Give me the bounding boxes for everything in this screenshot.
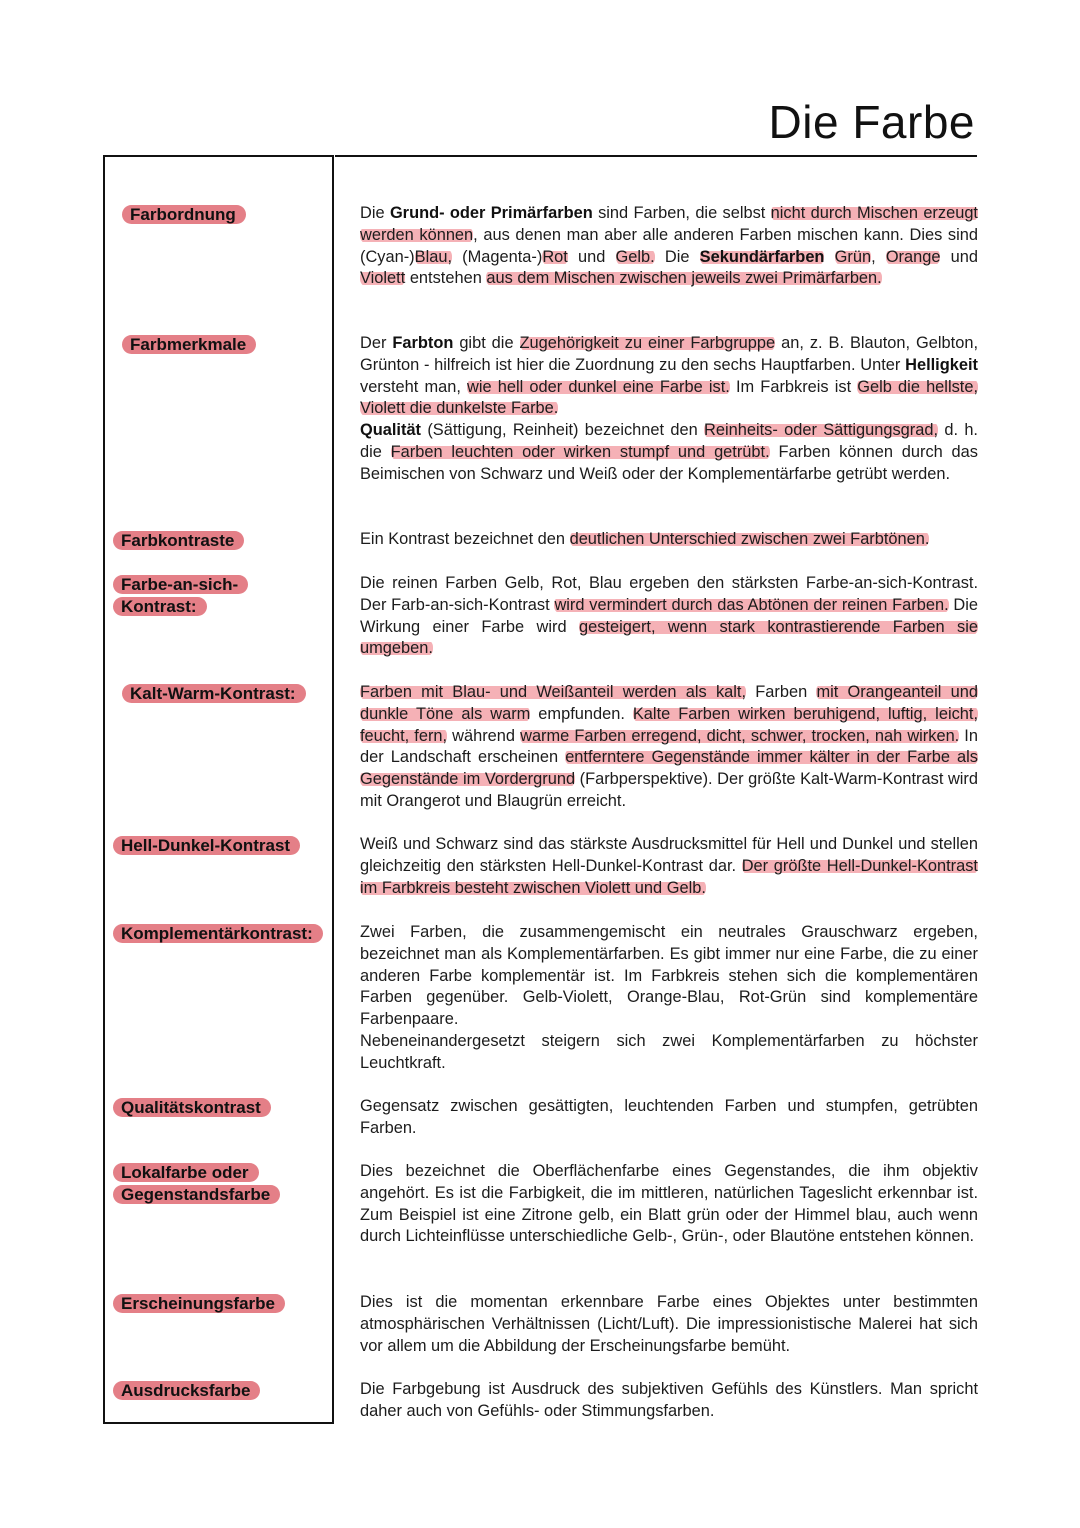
term-label: Gegenstandsfarbe (113, 1185, 280, 1204)
desc-farbe-an-sich-kontrast (360, 573, 978, 660)
term-label: Qualitätskontrast (113, 1098, 271, 1117)
highlighted-text: Orange (885, 247, 941, 266)
desc-komplementaerkontrast (360, 922, 978, 1075)
highlighted-text: wie hell oder dunkel eine Farbe ist. (467, 377, 730, 396)
term-label: Farbordnung (122, 205, 246, 224)
term-label: Komplementärkontrast: (113, 924, 323, 943)
term-label: Farbkontraste (113, 531, 244, 550)
description-paragraph: Der Farbton gibt die Zugehörigkeit zu einer Farbgruppe an, z. B. Blauton, Gelbton, Grünton - hilfreich ist hier die Zuordnung zu den sechs Hauptfarben. Unter Helligkeit versteht man, wie hell oder dunkel eine Farbe ist. Im Farbkreis ist Gelb die hellste, Violett die dunkelste Farbe. Qualität (Sättigung, Reinheit) bezeichnet den Reinheits- oder Sättigungsgrad, d. h. die Farben leuchten oder wirken stumpf und getrübt. Farben können durch das Beimischen von Schwarz und Weiß oder der Komplementärfarbe getrübt werden. (360, 334, 979, 483)
term-farbkontraste (113, 530, 244, 552)
term-komplementaerkontrast (113, 923, 323, 945)
highlighted-text: Kalte Farben wirken beruhigend, luftig, leicht, feucht, fern, (360, 704, 979, 745)
term-label: Kalt-Warm-Kontrast: (122, 684, 306, 703)
highlighted-text: Farben leuchten oder wirken stumpf und getrübt. (390, 442, 770, 461)
highlighted-text: nicht durch Mischen erzeugt werden können (360, 204, 978, 244)
term-label: Ausdrucksfarbe (113, 1381, 260, 1400)
title-rule (335, 155, 977, 157)
highlighted-text: Reinheits- oder Sättigungsgrad, (704, 421, 939, 440)
highlighted-text: gesteigert, wenn stark kontrastierende Farben sie umgeben. (360, 617, 978, 658)
highlighted-text: aus dem Mischen zwischen jeweils zwei Primärfarben. (486, 269, 882, 288)
bold-text: Grund- oder Primärfarben (389, 204, 593, 222)
term-label: Kontrast: (113, 597, 207, 616)
term-label: Farbe-an-sich- (113, 575, 248, 594)
bold-text: Farbton (392, 334, 454, 352)
highlighted-text: Blau, (414, 247, 452, 266)
highlighted-text: warme Farben erregend, dicht, schwer, trocken, nah wirken. (520, 726, 960, 745)
term-label: Farbmerkmale (122, 335, 256, 354)
description-paragraph: Die Farbgebung ist Ausdruck des subjektiven Gefühls des Künstlers. Man spricht daher auch von Gefühls- oder Stimmungsfarben. (360, 1380, 978, 1420)
highlighted-text: Farben mit Blau- und Weißanteil werden als kalt, (360, 683, 747, 701)
highlighted-text: mit Orangeanteil und dunkle Töne als warm (360, 683, 978, 723)
highlighted-text: Rot (542, 247, 568, 266)
bold-text: Qualität (360, 421, 422, 440)
description-paragraph: Weiß und Schwarz sind das stärkste Ausdrucksmittel für Hell und Dunkel und stellen gleichzeitig den stärksten Hell-Dunkel-Kontrast dar. Der größte Hell-Dunkel-Kontrast im Farbkreis besteht zwischen Violett und Gelb. (360, 835, 978, 897)
page-title: Die Farbe (768, 96, 975, 148)
highlighted-text: entferntere Gegenstände immer kälter in der Farbe als Gegenstände im Vordergrund (360, 748, 978, 789)
term-qualitaetskontrast (113, 1097, 271, 1119)
description-paragraph: Die Grund- oder Primärfarben sind Farben, die selbst nicht durch Mischen erzeugt werden können, aus denen man aber alle anderen Farben mischen kann. Dies sind (Cyan-)Blau, (Magenta-)Rot und Gelb. Die Sekundärfarben Grün, Orange und Violett entstehen aus dem Mischen zwischen jeweils zwei Primärfarben. (360, 204, 978, 288)
description-paragraph: Dies bezeichnet die Oberflächenfarbe eines Gegenstandes, die ihm objektiv angehört. Es ist die Farbigkeit, die im mittleren, natürlichen Tageslicht erkennbar ist. Zum Beispiel ist eine Zitrone gelb, ein Blatt grün oder der Himmel blau, auch wenn durch Lichteinflüsse unterschiedliche Gelb-, Grün-, oder Blautöne entstehen können. (360, 1162, 978, 1246)
term-kalt-warm-kontrast (122, 683, 306, 705)
highlighted-text: wird vermindert durch das Abtönen der reinen Farben. (554, 595, 949, 614)
desc-farbordnung (360, 203, 978, 290)
term-lokalfarbe (113, 1162, 280, 1206)
desc-ausdrucksfarbe (360, 1379, 978, 1423)
desc-farbkontraste (360, 529, 978, 551)
description-paragraph: Zwei Farben, die zusammengemischt ein neutrales Grauschwarz ergeben, bezeichnet man als Komplementärfarben. Es gibt immer nur eine Farbe, die zu einer anderen Farbe komplementär ist. Im Farbkreis stehen sich die komplementären Farben gegenüber. Gelb-Violett, Orange-Blau, Rot-Grün sind komplementäre Farbenpaare. Nebeneinandergesetzt steigern sich zwei Komplementärfarben zu höchster Leuchtkraft. (360, 923, 978, 1072)
highlighted-text: Gelb die hellste, Violett die dunkelste Farbe. (360, 377, 979, 418)
desc-hell-dunkel-kontrast (360, 834, 978, 899)
desc-farbmerkmale (360, 333, 978, 486)
description-paragraph: Ein Kontrast bezeichnet den deutlichen Unterschied zwischen zwei Farbtönen. (360, 530, 930, 548)
highlighted-text: Der größte Hell-Dunkel-Kontrast im Farbkreis besteht zwischen Violett und Gelb. (360, 856, 978, 897)
desc-erscheinungsfarbe (360, 1292, 978, 1357)
term-label: Lokalfarbe oder (113, 1163, 259, 1182)
desc-kalt-warm-kontrast (360, 682, 978, 813)
bold-text: Helligkeit (905, 355, 978, 374)
term-label: Hell-Dunkel-Kontrast (113, 836, 300, 855)
desc-lokalfarbe (360, 1161, 978, 1248)
highlighted-text: Zugehörigkeit zu einer Farbgruppe (519, 334, 776, 352)
term-hell-dunkel-kontrast (113, 835, 300, 857)
term-farbmerkmale (122, 334, 256, 356)
description-paragraph: Die reinen Farben Gelb, Rot, Blau ergeben den stärksten Farbe-an-sich-Kontrast. Der Farb-an-sich-Kontrast wird vermindert durch das Abtönen der reinen Farben. Die Wirkung einer Farbe wird gesteigert, wenn stark kontrastierende Farben sie umgeben. (360, 574, 979, 658)
term-farbe-an-sich-kontrast (113, 574, 248, 618)
desc-qualitaetskontrast (360, 1096, 978, 1140)
description-paragraph: Farben mit Blau- und Weißanteil werden als kalt, Farben mit Orangeanteil und dunkle Töne als warm empfunden. Kalte Farben wirken beruhigend, luftig, leicht, feucht, fern, während warme Farben erregend, dicht, schwer, trocken, nah wirken. In der Landschaft erscheinen entferntere Gegenstände immer kälter in der Farbe als Gegenstände im Vordergrund (Farbperspektive). Der größte Kalt-Warm-Kontrast wird mit Orangerot und Blaugrün erreicht. (360, 683, 979, 810)
term-farbordnung (122, 204, 246, 226)
highlighted-text: Grün (834, 247, 872, 266)
term-ausdrucksfarbe (113, 1380, 260, 1402)
highlighted-text: Sekundärfarben (699, 247, 825, 266)
description-paragraph: Gegensatz zwischen gesättigten, leuchtenden Farben und stumpfen, getrübten Farben. (360, 1097, 978, 1137)
highlighted-text: Violett (360, 269, 406, 288)
term-label: Erscheinungsfarbe (113, 1294, 285, 1313)
highlighted-text: Gelb. (615, 247, 655, 266)
description-paragraph: Dies ist die momentan erkennbare Farbe eines Objektes unter bestimmten atmosphärischen Verhältnissen (Licht/Luft). Die impressionistische Malerei hat sich vor allem um die Abbildung der Erscheinungsfarbe bemüht. (360, 1293, 978, 1355)
term-erscheinungsfarbe (113, 1293, 285, 1315)
highlighted-text: deutlichen Unterschied zwischen zwei Farbtönen. (569, 530, 930, 548)
